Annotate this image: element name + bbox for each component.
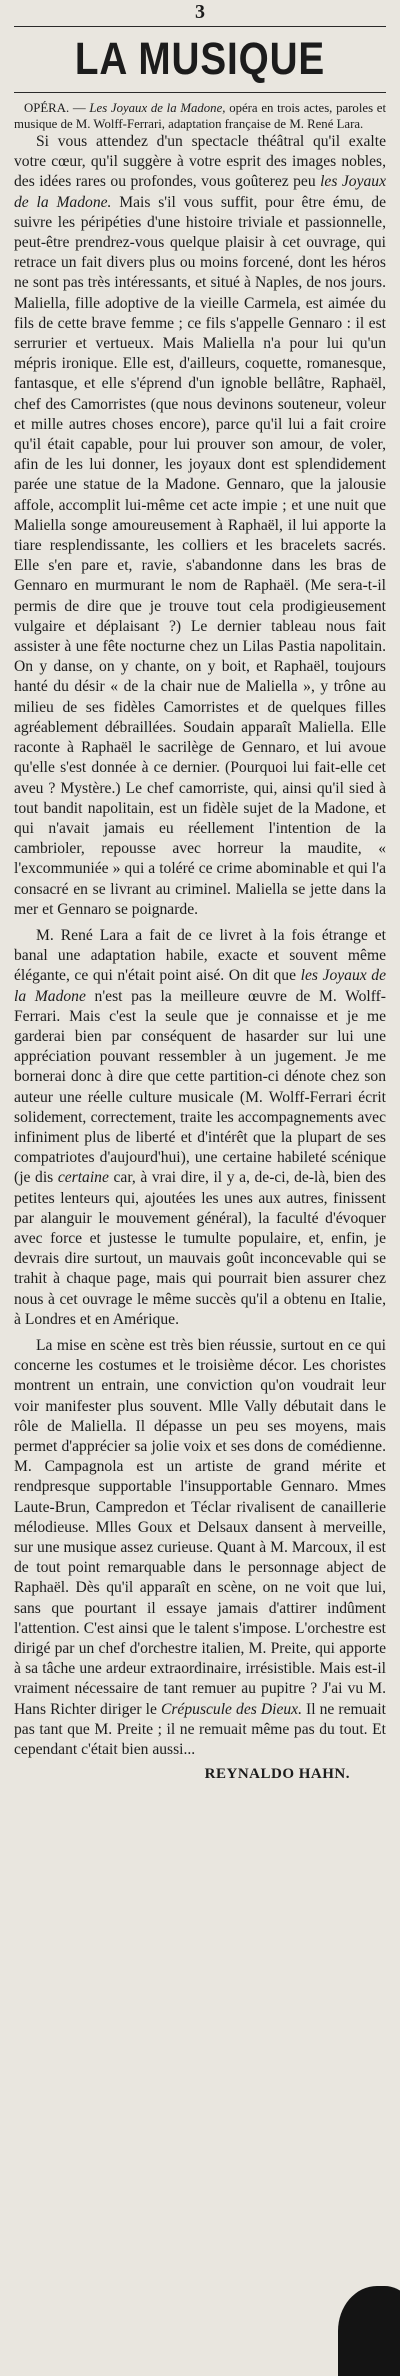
plot-text-b: Mais s'il vous suffit, pour être ému, de suivre les péripéties d'une histoire triviale et passionnelle, peut-être prendrez-vous quelque plaisir à cet ouvrage, qui retrace un fait divers plus ou moins forcené, dont les héros ne sont pas très intéressants, et situé à Naples, de nos jours. Maliella, fille adoptive de la vieille Carmela, est aimée du fils de cette brave femme ; ce fils s'appelle Gennaro : il est serrurier et vertueux. Mais Maliella n'a pour lui qu'un mépris ironique. Elle est, d'ailleurs, coquette, romanesque, fantasque, et elle s'éprend d'un ignoble bellâtre, Raphaël, chef des Camorristes (que nous devinons souteneur, voleur et mille autres choses encore), parce qu'il lui a fait croire qu'il était capable, pour lui prouver son amour, de voler, afin de les lui donner, les joyaux dont est splendidement parée une statue de la Madone. Gennaro, que la jalousie affole, accomplit lui-même cet acte impie ; et une nuit que Maliella songe amoureusement à Raphaël, il lui apporte la tiare resplendissante, les colliers et les bracelets sacrés. Elle s'en pare et, ravie, s'abandonne dans les bras de Gennaro en murmurant le nom de Raphaël. (Me sera-t-il permis de dire que je trouve tout cela prodigieusement vulgaire et déplaisant ?) Le dernier tableau nous fait assister à une fête nocturne chez un Lilas Pastia napolitain. On y danse, on y chante, on y boit, et Raphaël, toujours hanté du désir « de la chair nue de Maliella », y trône au milieu de ses fidèles Camorristes et de quelques filles agréablement débraillées. Soudain apparaît Maliella. Elle raconte à Raphaël le sacrilège de Gennaro, et lui avoue qu'elle s'est donnée à ce dernier. (Pourquoi lui fait-elle cet aveu ? Mystère.) Le chef camorriste, qui, ainsi qu'il sied à tout bandit napolitain, est un fidèle sujet de la Madone, et qui n'avait jamais eu réellement l'intention de la cambrioler, repousse avec horreur la maudite, « l'excommuniée » qui a toléré ce crime abominable et qui l'a consacré en se livrant au criminel. Maliella se jette dans la mer et Gennaro se poignarde. <box>14 193 386 918</box>
header-rule-bottom <box>14 92 386 93</box>
lead-work-title: Les Joyaux de la Madone, <box>89 101 226 115</box>
paragraph-critique <box>14 926 386 1330</box>
lead-section: OPÉRA. <box>24 101 70 115</box>
paragraph-plot <box>14 132 386 920</box>
staging-text-b: Il ne remuait pas tant que M. Preite ; il ne remuait même pas du tout. Et cependant c'était bien aussi... <box>14 1700 387 1759</box>
staging-text-a: La mise en scène est très bien réussie, surtout en ce qui concerne les costumes et le troisième décor. Les choristes montrent un entrain, une conviction qu'on voudrait leur voir manifester plus souvent. Mlle Vally débutait dans le rôle de Maliella. Il dépasse un peu ses moyens, mais permet d'apprécier sa jolie voix et ses dons de comédienne. M. Campagnola est un artiste de grand mérite et rendpresque supportable l'insupportable Gennaro. Mmes Laute-Brun, Campredon et Téclar rivalisent de canaillerie mélodieuse. Mlles Goux et Delsaux dansent à merveille, sur une musique assez curieuse. Quant à M. Marcoux, il est de tout point remarquable dans le personnage abject de Raphaël. Dès qu'il apparaît en scène, on ne voit que lui, sans que pourtant il essaye jamais d'attirer indûment l'attention. C'est ainsi que le talent s'impose. L'orchestre est dirigé par un chef d'orchestre italien, M. Preite, qui apporte à sa tâche une ardeur extraordinaire, irrésistible. Mais est-il vraiment nécessaire de tant remuer au pupitre ? J'ai vu M. Hans Richter diriger le <box>14 1336 386 1718</box>
author-signature: REYNALDO HAHN. <box>204 1766 350 1783</box>
section-title: LA MUSIQUE <box>74 33 326 84</box>
critique-text-b: n'est pas la meilleure œuvre de M. Wolff-Ferrari. Mais c'est la seule que je connaisse et je me garderai bien par conséquent de hasarder sur lui une appréciation pouvant ressembler à un jugement. Je me bornerai donc à dire que cette partition-ci dénote chez son auteur une réelle culture musicale (M. Wolff-Ferrari écrit solidement, correctement, traite les accompagnements avec infiniment plus de liberté et d'intérêt que la plupart de ses compatriotes d'aujourd'hui), une certaine habileté scénique (je dis <box>14 987 386 1187</box>
header-rule-top <box>14 26 386 27</box>
staging-work-title: Crépuscule des Dieux. <box>160 1700 302 1718</box>
critique-italic-word: certaine <box>57 1169 109 1187</box>
article-column <box>14 100 386 1784</box>
page-number: 3 <box>195 1 205 23</box>
print-artifact <box>338 2286 400 2376</box>
plot-work-title: les Joyaux de la Madone. <box>14 173 387 211</box>
critique-text-a: M. René Lara a fait de ce livret à la fois étrange et banal une adaptation habile, exacte et souvent même élégante, ce qui n'était point aisé. On dit que <box>14 926 386 985</box>
paragraph-staging <box>14 1336 386 1760</box>
lead-credits: opéra en trois actes, paroles et musique de M. Wolff-Ferrari, adaptation française de M. René Lara. <box>14 101 386 131</box>
lead-dash: — <box>69 101 90 115</box>
critique-work-title: les Joyaux de la Madone <box>14 967 386 1005</box>
plot-text-a: Si vous attendez d'un spectacle théâtral qu'il exalte votre cœur, qu'il suggère à votre esprit des images nobles, des idées rares ou profondes, vous goûterez peu <box>14 133 386 191</box>
article-lead <box>14 100 386 132</box>
critique-text-c: car, à vrai dire, il y a, de-ci, de-là, bien des petites lenteurs qui, ajoutées les unes aux autres, finissent par alanguir le mouvement général), la faculté d'évoquer avec force et justesse le tumulte populaire, et, enfin, je devrais dire surtout, un mauvais goût inconcevable qui se trahit à chaque page, mais qui pourrait bien assurer chez nous à cet ouvrage le même succès qu'il a obtenu en Italie, à Londres et en Amérique. <box>14 1169 386 1328</box>
